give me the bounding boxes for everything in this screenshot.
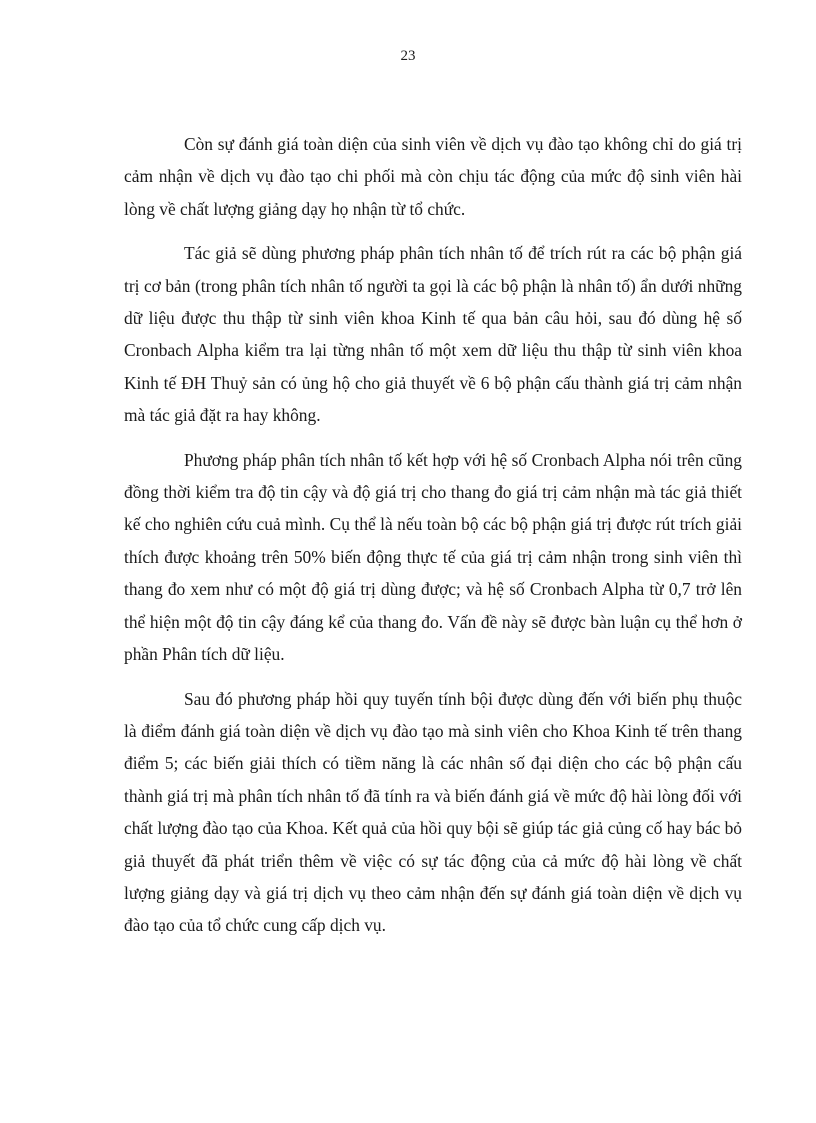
body-text	[124, 128, 742, 954]
paragraph-4: Sau đó phương pháp hồi quy tuyến tính bội được dùng đến với biến phụ thuộc là điểm đánh giá toàn diện về dịch vụ đào tạo mà sinh viên cho Khoa Kinh tế trên thang điểm 5; các biến giải thích có tiềm năng là các nhân số đại diện cho các bộ phận cấu thành giá trị mà phân tích nhân tố đã tính ra và biến đánh giá về mức độ hài lòng đối với chất lượng đào tạo của Khoa. Kết quả của hồi quy bội sẽ giúp tác giả củng cố hay bác bỏ giả thuyết đã phát triển thêm về việc có sự tác động của cả mức độ hài lòng về chất lượng giảng dạy và giá trị dịch vụ theo cảm nhận đến sự đánh giá toàn diện về dịch vụ đào tạo của tổ chức cung cấp dịch vụ.	[124, 688, 742, 936]
paragraph-2: Tác giả sẽ dùng phương pháp phân tích nhân tố để trích rút ra các bộ phận giá trị cơ bản (trong phân tích nhân tố người ta gọi là các bộ phận là nhân tố) ẩn dưới những dữ liệu được thu thập từ sinh viên khoa Kinh tế qua bản câu hỏi, sau đó dùng hệ số Cronbach Alpha kiểm tra lại từng nhân tố một xem dữ liệu thu thập từ sinh viên khoa Kinh tế ĐH Thuỷ sản có ủng hộ cho giả thuyết về 6 bộ phận cấu thành giá trị cảm nhận mà tác giả đặt ra hay không.	[124, 243, 742, 426]
paragraph-3: Phương pháp phân tích nhân tố kết hợp với hệ số Cronbach Alpha nói trên cũng đồng thời kiểm tra độ tin cậy và độ giá trị cho thang đo giá trị cảm nhận mà tác giả thiết kế cho nghiên cứu cuả mình. Cụ thể là nếu toàn bộ các bộ phận giá trị được rút trích giải thích được khoảng trên 50% biến động thực tế của giá trị cảm nhận trong sinh viên thì thang đo xem như có một độ giá trị dùng được; và hệ số Cronbach Alpha từ 0,7 trở lên thể hiện một độ tin cậy đáng kể của thang đo. Vấn đề này sẽ được bàn luận cụ thể hơn ở phần Phân tích dữ liệu.	[124, 449, 742, 665]
page-number: 23	[400, 48, 416, 64]
paragraph-1: Còn sự đánh giá toàn diện của sinh viên về dịch vụ đào tạo không chỉ do giá trị cảm nhận về dịch vụ đào tạo chi phối mà còn chịu tác động của mức độ sinh viên hài lòng về chất lượng giảng dạy họ nhận từ tổ chức.	[124, 134, 742, 219]
